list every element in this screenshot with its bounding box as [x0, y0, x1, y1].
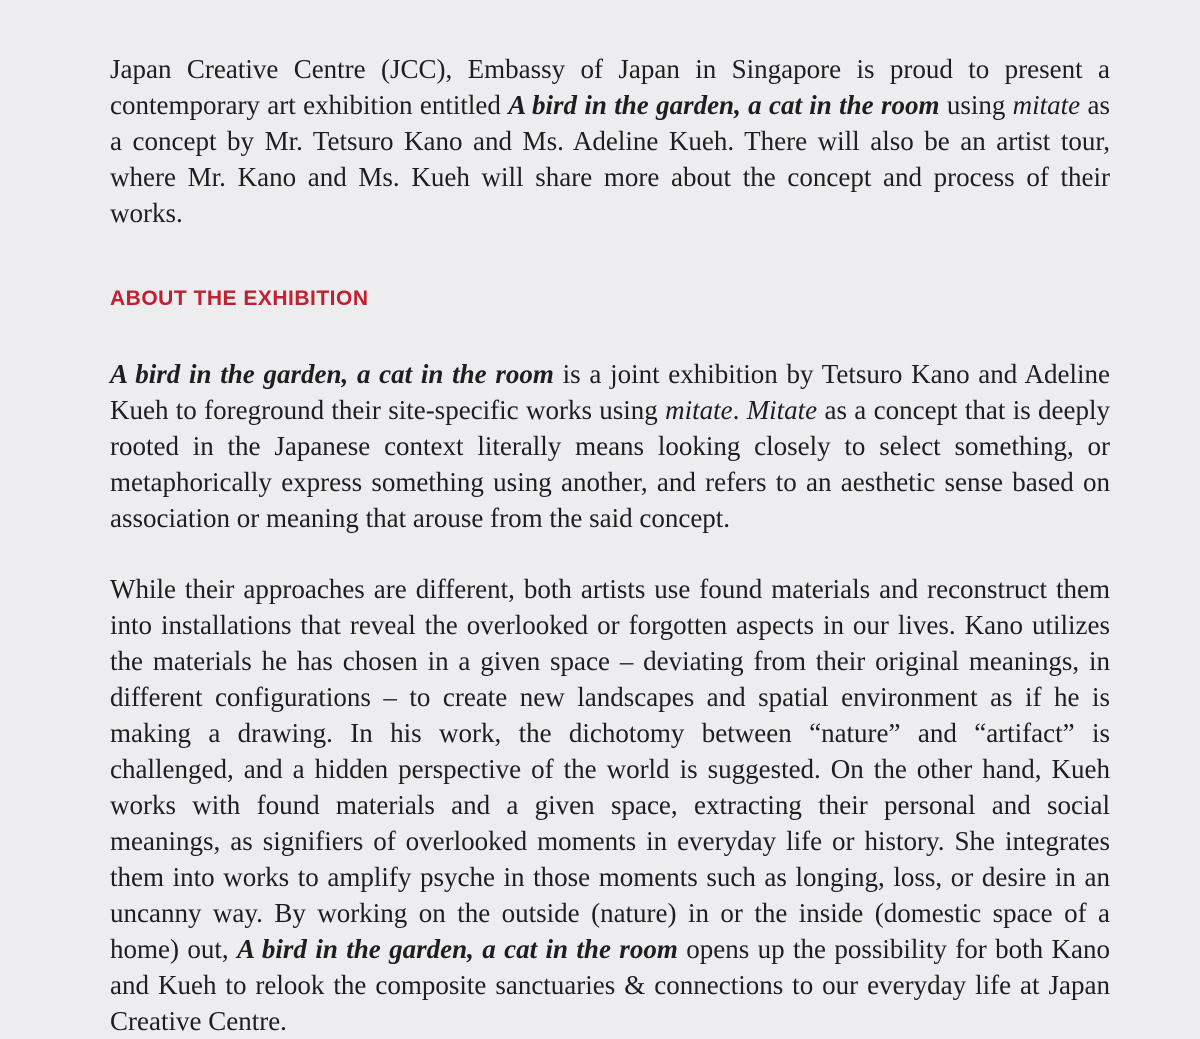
- about-paragraph-2: [110, 571, 1110, 1039]
- mitate-term: mitate: [665, 395, 733, 425]
- section-heading: ABOUT THE EXHIBITION: [110, 287, 369, 310]
- article-body: [110, 51, 1110, 1039]
- about-2-text-1: While their approaches are different, both artists use found materials and reconstruct them into installations that reveal the overlooked or forgotten aspects in our lives. Kano utilizes the materials he has chosen in a given space – deviating from their original meanings, in different configurations – to create new landscapes and spatial environment as if he is making a drawing. In his work, the dichotomy between “nature” and “artifact” is challenged, and a hidden perspective of the world is suggested. On the other hand, Kueh works with found materials and a given space, extracting their personal and social meanings, as signifiers of overlooked moments in everyday life or history. She integrates them into works to amplify psyche in those moments such as longing, loss, or desire in an uncanny way. By working on the outside (nature) in or the inside (domestic space of a home) out,: [110, 574, 1110, 964]
- exhibition-title: A bird in the garden, a cat in the room: [237, 934, 678, 964]
- mitate-term: mitate: [1012, 90, 1081, 120]
- intro-paragraph: [110, 51, 1110, 231]
- about-paragraph-1: [110, 356, 1110, 536]
- about-1-text-1: is a joint exhibition by Tetsuro Kano and Adeline Kueh to foreground their site-specific works using: [110, 359, 1110, 425]
- mitate-term: Mitate: [746, 395, 818, 425]
- about-1-text-3: as a concept that is deeply rooted in the Japanese context literally means looking closely to select something, or metaphorically express something using another, and refers to an aesthetic sense based on association or meaning that arouse from the said concept.: [110, 395, 1110, 533]
- intro-text-3: as a concept by Mr. Tetsuro Kano and Ms. Adeline Kueh. There will also be an artist tour, where Mr. Kano and Ms. Kueh will share more about the concept and process of their works.: [110, 90, 1110, 228]
- about-2-text-2: opens up the possibility for both Kano and Kueh to relook the composite sanctuaries & connections to our everyday life at Japan Creative Centre.: [110, 934, 1111, 1036]
- intro-text-2: using: [939, 90, 1013, 120]
- about-1-text-2: .: [732, 395, 747, 425]
- exhibition-title: A bird in the garden, a cat in the room: [508, 90, 940, 120]
- intro-text-1: Japan Creative Centre (JCC), Embassy of Japan in Singapore is proud to present a contemporary art exhibition entitled: [110, 54, 1110, 120]
- exhibition-title: A bird in the garden, a cat in the room: [110, 359, 554, 389]
